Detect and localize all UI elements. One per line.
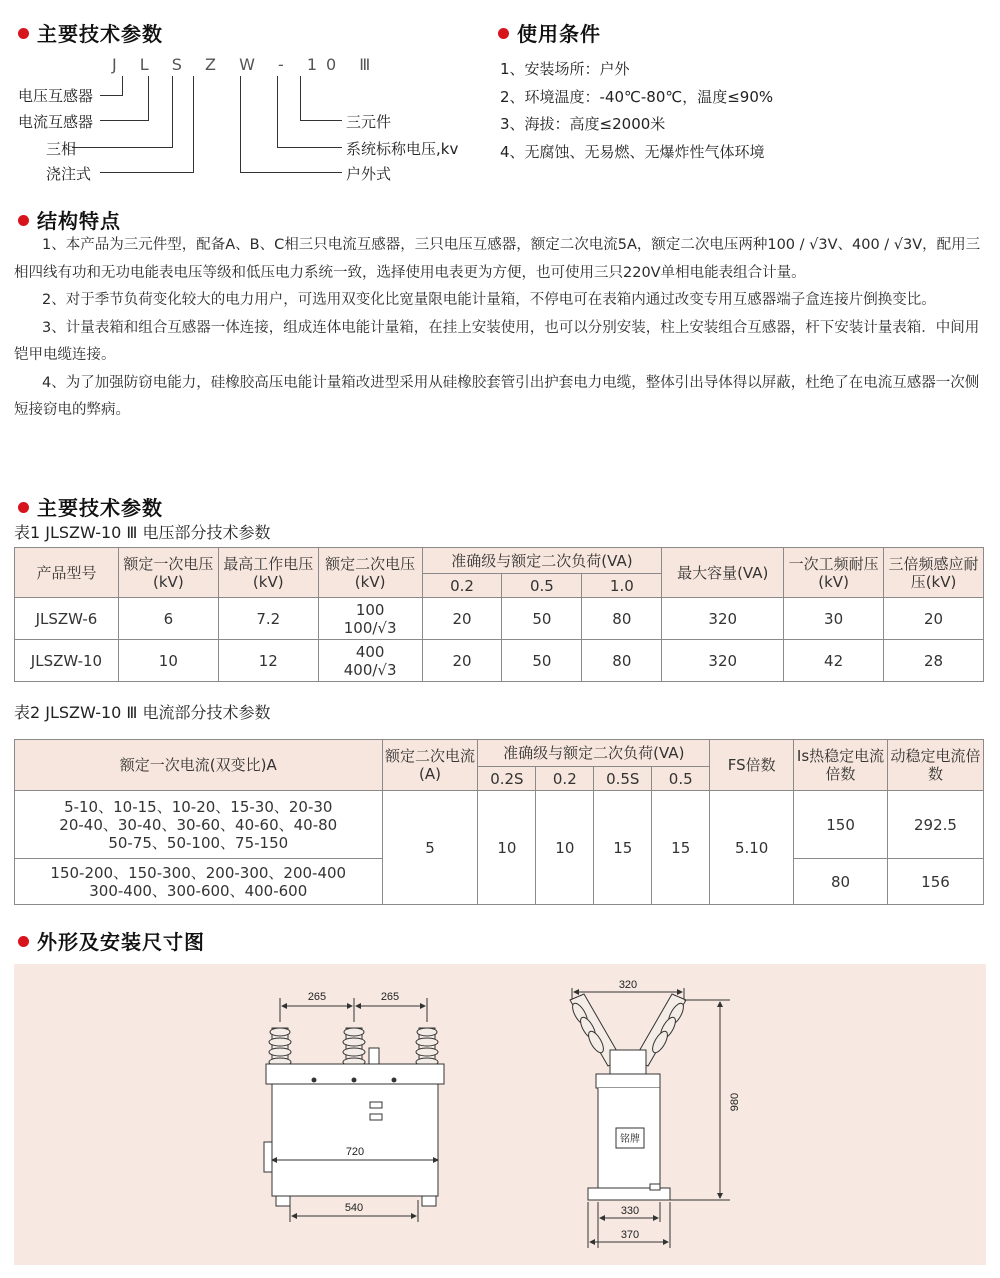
th-accuracy: 准确级与额定二次负荷(VA) — [478, 740, 710, 767]
th-primary-current: 额定一次电流(双变比)A — [15, 740, 383, 791]
table-row — [15, 791, 984, 859]
label-outdoor: 户外式 — [346, 165, 392, 183]
feature-paragraph: 2、对于季节负荷变化较大的电力用户，可选用双变化比宽量限电能计量箱，不停电可在表箱内通过改变专用互感器端子盒连接片倒换变比。 — [42, 292, 936, 308]
cell-secondary — [318, 640, 422, 682]
features-body — [14, 232, 986, 425]
th-secondary-current: 额定二次电流(A) — [382, 740, 478, 791]
cell: 12 — [218, 640, 318, 682]
section-title-text: 外形及安装尺寸图 — [37, 930, 205, 954]
condition-item: 2、环境温度：-40℃-80℃，温度≤90% — [500, 87, 774, 106]
section-title-conditions — [498, 18, 601, 47]
label-current-transformer: 电流互感器 — [18, 113, 94, 131]
cell: 80 — [582, 598, 662, 640]
cell: 42 — [784, 640, 884, 682]
dim-320: 320 — [618, 979, 638, 991]
th-acc: 0.5S — [594, 767, 652, 791]
section-title-text: 主要技术参数 — [37, 496, 163, 520]
section-title-drawing — [18, 926, 205, 955]
th-dynamic: 动稳定电流倍数 — [888, 740, 984, 791]
dim-265-a: 265 — [307, 991, 327, 1003]
cell: 80 — [794, 859, 888, 905]
cell: 10 — [536, 791, 594, 905]
cell: 6 — [118, 598, 218, 640]
cell: 20 — [422, 640, 502, 682]
cell: JLSZW-6 — [15, 598, 119, 640]
th-triple-freq: 三倍频感应耐压(kV) — [884, 548, 984, 598]
cell: 320 — [662, 598, 784, 640]
label-cast: 浇注式 — [46, 165, 92, 183]
th-acc: 0.2S — [478, 767, 536, 791]
th-model: 产品型号 — [15, 548, 119, 598]
dim-370: 370 — [620, 1229, 640, 1241]
cell: 30 — [784, 598, 884, 640]
cell-text: 5-10、10-15、10-20、15-30、20-30 — [64, 797, 333, 816]
th-withstand: 一次工频耐压(kV) — [784, 548, 884, 598]
section-title-main-params — [18, 18, 163, 47]
nameplate-label: 铭牌 — [620, 1134, 640, 1145]
cell: 5 — [382, 791, 478, 905]
bullet-icon — [18, 936, 29, 947]
cell-primary-ranges — [15, 859, 383, 905]
th-acc: 0.2 — [536, 767, 594, 791]
table2-caption: 表2 JLSZW-10 Ⅲ 电流部分技术参数 — [14, 703, 271, 722]
th-max-capacity: 最大容量(VA) — [662, 548, 784, 598]
label-three-element: 三元件 — [346, 113, 392, 131]
side-view — [570, 988, 730, 1248]
section-title-text: 主要技术参数 — [37, 22, 163, 46]
cell: 150 — [794, 791, 888, 859]
condition-item: 1、安装场所：户外 — [500, 60, 630, 78]
th-fs: FS倍数 — [710, 740, 794, 791]
conditions-list — [500, 56, 773, 166]
cell: 10 — [118, 640, 218, 682]
bullet-icon — [18, 215, 29, 226]
cell: 15 — [594, 791, 652, 905]
cell-text: 150-200、150-300、200-300、200-400 — [50, 863, 347, 882]
cell: 10 — [478, 791, 536, 905]
cell: 7.2 — [218, 598, 318, 640]
bullet-icon — [18, 502, 29, 513]
condition-item: 4、无腐蚀、无易燃、无爆炸性气体环境 — [500, 142, 765, 161]
dimension-drawing — [14, 964, 986, 1265]
bullet-icon — [18, 28, 29, 39]
th-accuracy: 准确级与额定二次负荷(VA) — [422, 548, 662, 574]
dim-720: 720 — [345, 1146, 365, 1158]
dim-265-b: 265 — [380, 991, 400, 1003]
feature-paragraph: 4、为了加强防窃电能力，硅橡胶高压电能计量箱改进型采用从硅橡胶套管引出护套电力电缆，整体引出导体得以屏蔽，杜绝了在电流互感器一次侧短接窃电的弊病。 — [14, 374, 980, 418]
th-secondary-voltage: 额定二次电压(kV) — [318, 548, 422, 598]
table-row — [15, 640, 984, 682]
th-acc-0.2: 0.2 — [422, 574, 502, 598]
cell-text: 400/√3 — [343, 660, 397, 679]
model-code: J L S Z W - 10 Ⅲ — [112, 55, 380, 74]
section-title-features — [18, 205, 121, 234]
th-acc-0.5: 0.5 — [502, 574, 582, 598]
th-max-voltage: 最高工作电压(kV) — [218, 548, 318, 598]
th-primary-voltage: 额定一次电压(kV) — [118, 548, 218, 598]
cell-text: 20-40、30-40、30-60、40-60、40-80 — [59, 815, 338, 834]
label-three-phase: 三相 — [46, 140, 77, 158]
label-voltage-transformer: 电压互感器 — [18, 87, 94, 105]
dim-980: 980 — [729, 1092, 741, 1112]
dim-540: 540 — [344, 1202, 364, 1214]
feature-paragraph: 3、计量表箱和组合互感器一体连接，组成连体电能计量箱，在挂上安装使用，也可以分别安装，柱上安装组合互感器，杆下安装计量表箱．中间用铠甲电缆连接。 — [14, 319, 980, 363]
cell: 20 — [884, 598, 984, 640]
section-title-text: 使用条件 — [517, 22, 601, 46]
th-thermal: Is热稳定电流倍数 — [794, 740, 888, 791]
cell: 80 — [582, 640, 662, 682]
table-row — [15, 598, 984, 640]
cell: 50 — [502, 598, 582, 640]
drawing-panel — [14, 964, 986, 1265]
cell: JLSZW-10 — [15, 640, 119, 682]
table1-caption: 表1 JLSZW-10 Ⅲ 电压部分技术参数 — [14, 523, 271, 542]
cell: 50 — [502, 640, 582, 682]
label-nominal-voltage: 系统标称电压,kv — [346, 140, 459, 158]
th-acc: 0.5 — [652, 767, 710, 791]
cell-text: 50-75、50-100、75-150 — [108, 833, 289, 852]
cell: 28 — [884, 640, 984, 682]
cell-text: 300-400、300-600、400-600 — [89, 881, 308, 900]
cell: 15 — [652, 791, 710, 905]
cell: 5.10 — [710, 791, 794, 905]
dim-330: 330 — [620, 1205, 640, 1217]
bullet-icon — [498, 28, 509, 39]
current-params-table — [14, 739, 984, 905]
th-acc-1.0: 1.0 — [582, 574, 662, 598]
cell-primary-ranges — [15, 791, 383, 859]
cell: 320 — [662, 640, 784, 682]
cell: 156 — [888, 859, 984, 905]
voltage-params-table — [14, 547, 984, 682]
section-title-text: 结构特点 — [37, 209, 121, 233]
condition-item: 3、海拔：高度≤2000米 — [500, 115, 666, 133]
feature-paragraph: 1、本产品为三元件型，配备A、B、C相三只电流互感器，三只电压互感器，额定二次电流5A，额定二次电压两种100 / √3V、400 / √3V，配用三相四线有功和无功电能表电压等级和低压电力系统一致，选择使用电表更为方便，也可使用三只220V单相电能表组合计量。 — [14, 237, 981, 281]
cell: 20 — [422, 598, 502, 640]
cell-text: 100/√3 — [343, 618, 397, 637]
cell: 292.5 — [888, 791, 984, 859]
cell-text: 400 — [355, 642, 385, 661]
cell-text: 100 — [355, 600, 385, 619]
section-title-params-tables — [18, 492, 163, 521]
cell-secondary — [318, 598, 422, 640]
front-view — [264, 998, 444, 1222]
